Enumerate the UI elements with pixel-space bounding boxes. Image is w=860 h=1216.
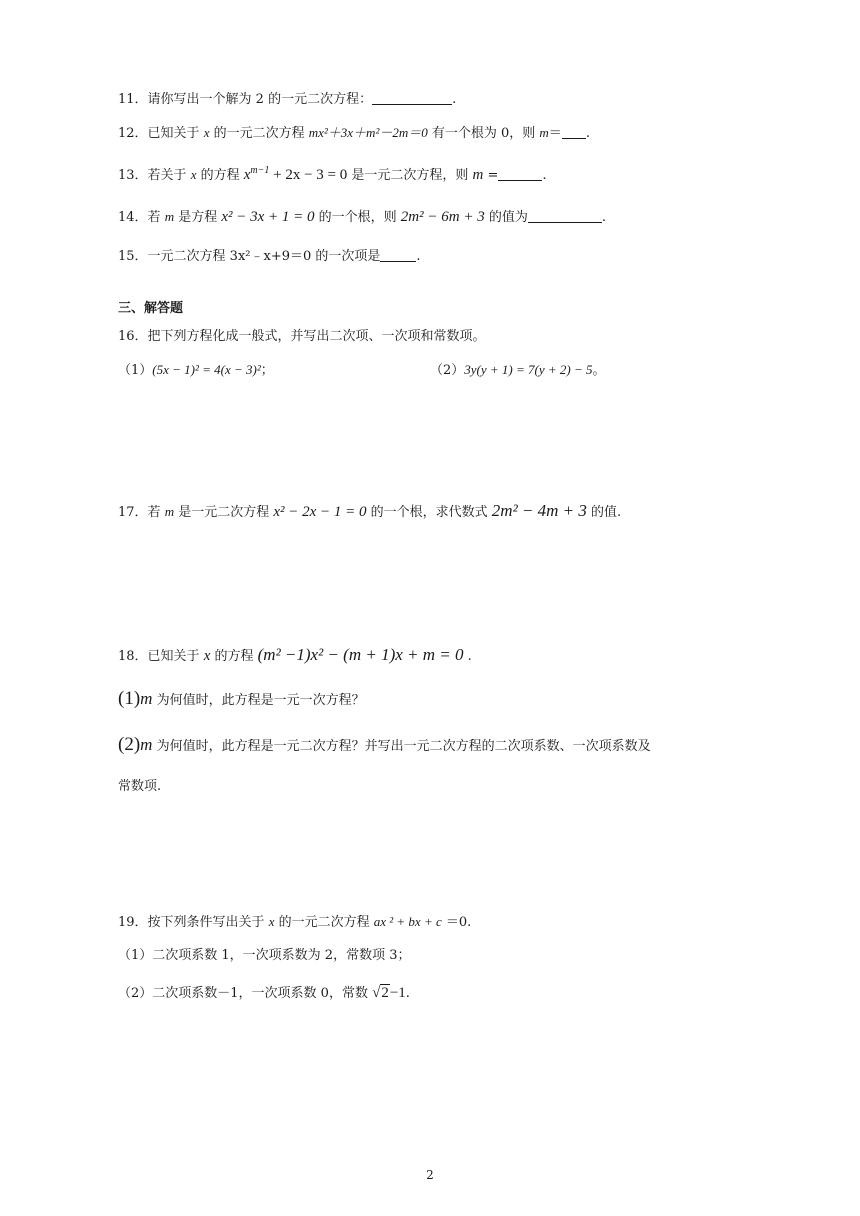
question-14 [118,207,606,228]
question-12 [118,123,590,144]
variable-m: m [140,689,153,708]
period: . [452,92,457,107]
question-14-pre: 14．若 [118,210,165,225]
question-16: 16．把下列方程化成一般式，并写出二次项、一次项和常数项。 [118,329,486,344]
question-13-pre: 13．若关于 [118,168,191,183]
equation-exponent: m−1 [250,165,270,176]
question-15-text: 15．一元二次方程 3x²﹣x+9＝0 的一次项是 [118,249,381,264]
answer-blank[interactable] [562,125,586,139]
variable-x: x [203,125,210,140]
variable-m: m [140,735,153,754]
period: . [601,210,606,225]
question-15 [118,247,421,267]
question-18-part-1 [118,689,365,711]
question-13-post: 是一元二次方程，则 [347,168,473,183]
part-2-equation: 3y(y + 1) = 7(y + 2) − 5 [464,362,593,377]
part-1-equation: (5x − 1)² = 4(x − 3)² [152,362,261,377]
equals-sign: = [483,168,499,183]
variable-x: x [268,914,275,929]
part-2-text: 为何值时，此方程是一元二次方程？并写出一元二次方程的二次项系数、一次项系数及 [152,739,651,754]
question-18-part-2-continued: 常数项. [118,779,162,794]
period: . [585,126,590,141]
question-17-equation: x² − 2x − 1 = 0 [273,504,367,520]
question-17-mid2: 的一个根，求代数式 [366,505,492,520]
question-17 [118,501,621,523]
question-13-mid: 的方程 [196,168,244,183]
question-14-post: 的值为 [484,210,528,225]
variable-x: x [203,648,211,664]
variable-m: m [164,209,175,224]
question-12-post: 有一个根为 0，则 [427,126,540,141]
answer-blank[interactable] [528,209,602,223]
question-19 [118,912,471,933]
answer-blank[interactable] [380,248,416,262]
question-16-part-2 [430,360,606,381]
part-1-text: 为何值时，此方程是一元一次方程？ [152,693,365,708]
question-12-equation: mx²＋3x＋m²－2m＝0 [308,125,428,140]
radical-sign-icon: √ [372,985,381,1001]
page-number: 2 [426,1168,434,1182]
question-18-pre: 18．已知关于 [118,649,204,664]
part-label: （1） [118,363,153,378]
semicolon: ； [260,363,274,378]
question-17-expression: 2m² − 4m + 3 [491,501,587,520]
question-18 [118,645,472,667]
question-16-part-1 [118,360,274,381]
question-18-mid: 的方程 [210,649,258,664]
answer-blank[interactable] [498,167,542,181]
question-13 [118,161,547,186]
part-number: (2) [118,734,141,755]
period: . [416,249,421,264]
equation-rest: + 2x − 3 = 0 [269,167,348,183]
square-root-expression [372,983,390,1003]
question-13-equation [244,167,348,183]
minus-one: −1 [389,985,406,1001]
period: . [405,986,410,1001]
question-11-text: 11．请你写出一个解为 2 的一元二次方程： [118,92,373,107]
question-19-part-1: （1）二次项系数 1，一次项系数为 2，常数项 3； [118,948,411,963]
question-14-mid2: 的一个根，则 [314,210,401,225]
period: . [542,168,547,183]
question-19-end: ＝0. [441,915,472,930]
question-17-mid: 是一元二次方程 [174,505,274,520]
section-title: 三、解答题 [118,301,184,316]
question-12-mid: 的一元二次方程 [209,126,309,141]
part-label: （2） [430,363,465,378]
question-19-mid: 的一元二次方程 [274,915,374,930]
question-14-expression: 2m² − 6m + 3 [400,209,485,225]
question-12-pre: 12．已知关于 [118,126,204,141]
period: 。 [592,363,606,378]
part-number: (1) [118,688,141,709]
question-11 [118,90,456,110]
question-14-mid: 是方程 [174,210,222,225]
equation-base: x [243,167,251,183]
question-19-part-2 [118,983,410,1004]
question-14-equation: x² − 3x + 1 = 0 [221,209,315,225]
question-18-part-2 [118,735,651,757]
variable-m: m [539,125,549,140]
answer-blank[interactable] [372,91,452,105]
variable-x: x [190,167,197,182]
question-19-equation: ax ² + bx + c [373,914,442,929]
period: . [463,649,472,664]
variable-m: m [472,167,484,183]
equals-sign: ＝ [548,126,562,141]
variable-m: m [164,504,175,519]
question-17-pre: 17．若 [118,505,165,520]
question-19-pre: 19．按下列条件写出关于 [118,915,269,930]
part-2-text: （2）二次项系数－1，一次项系数 0，常数 [118,986,373,1001]
question-18-equation: (m² −1)x² − (m + 1)x + m = 0 [257,645,464,664]
radicand: 2 [381,985,389,1001]
question-17-post: 的值. [586,505,622,520]
